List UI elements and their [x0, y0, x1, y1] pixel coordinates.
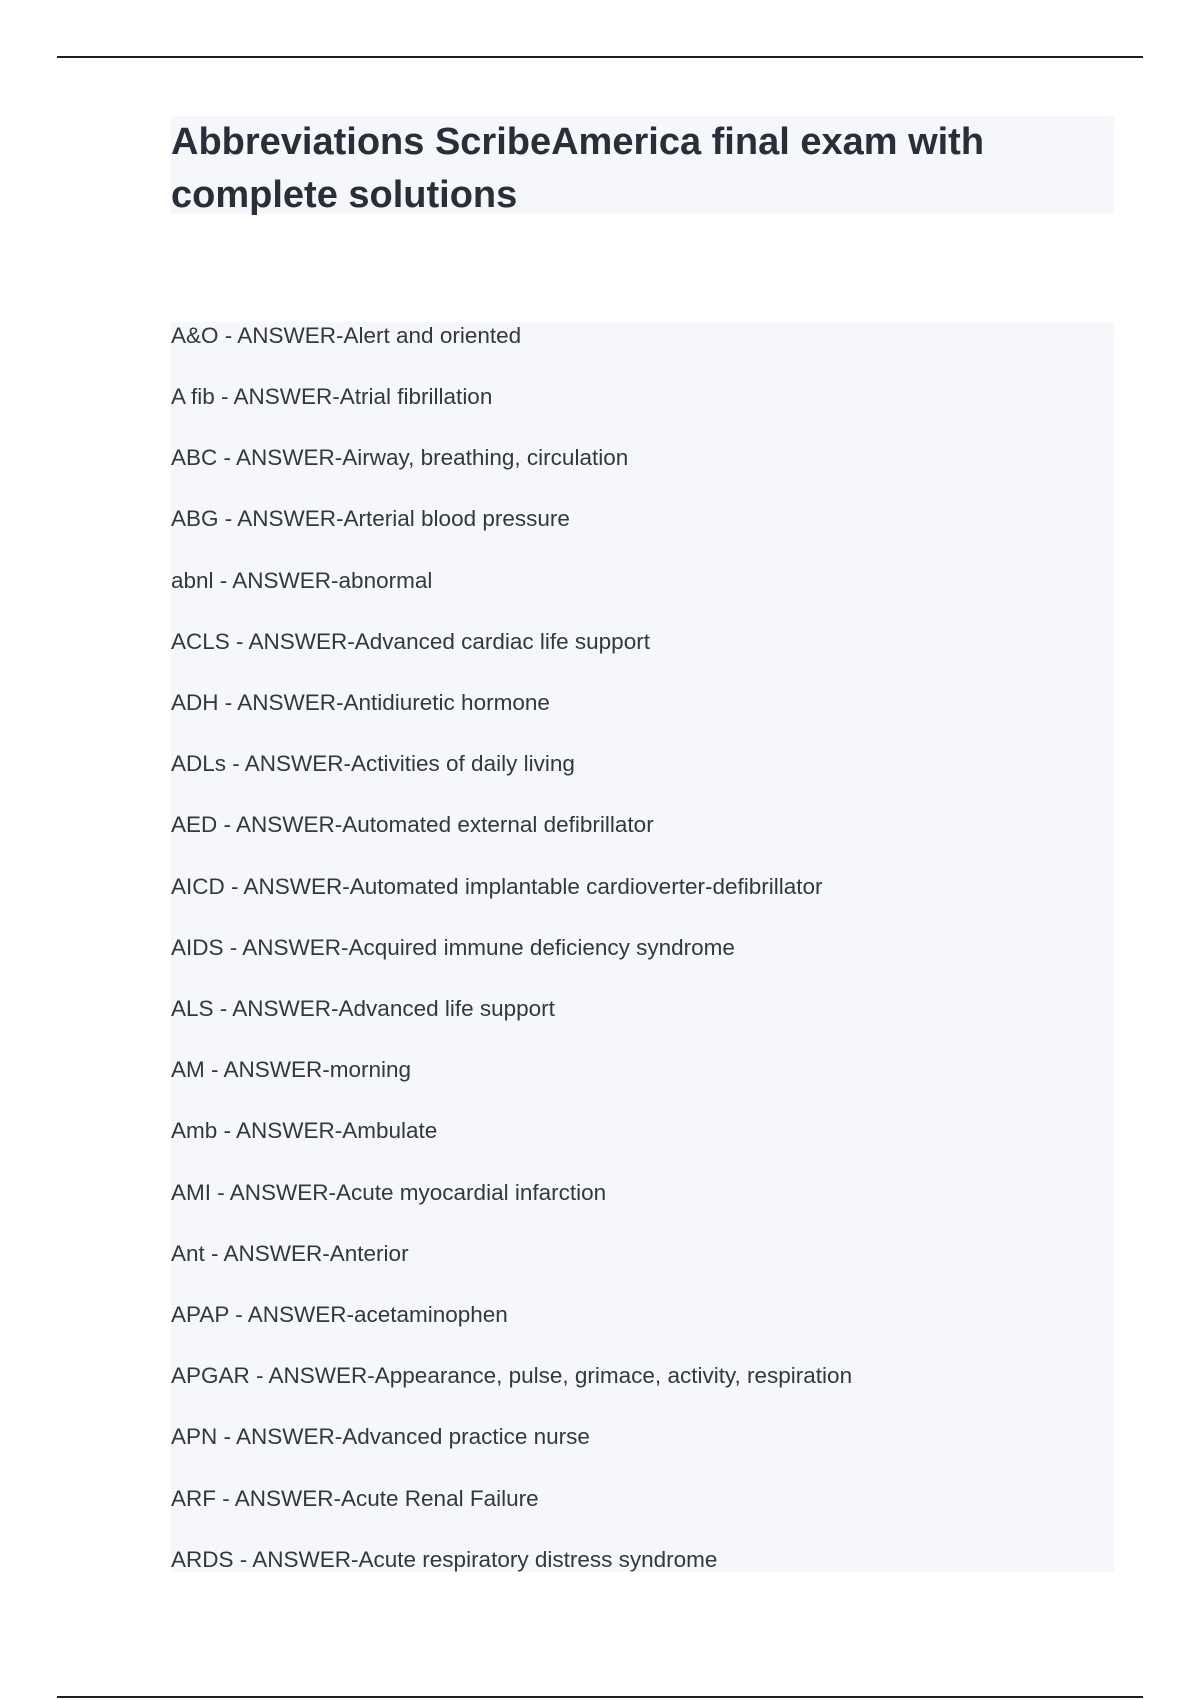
- list-item: ABC - ANSWER-Airway, breathing, circulation: [171, 445, 629, 470]
- list-item: ARF - ANSWER-Acute Renal Failure: [171, 1486, 539, 1511]
- list-item: ACLS - ANSWER-Advanced cardiac life support: [171, 629, 650, 654]
- list-item: AMI - ANSWER-Acute myocardial infarction: [171, 1180, 607, 1205]
- list-item: ADLs - ANSWER-Activities of daily living: [171, 751, 575, 776]
- list-item: abnl - ANSWER-abnormal: [171, 568, 433, 593]
- list-item: APGAR - ANSWER-Appearance, pulse, grimace, activity, respiration: [171, 1363, 853, 1388]
- list-item: ADH - ANSWER-Antidiuretic hormone: [171, 690, 550, 715]
- list-item: APAP - ANSWER-acetaminophen: [171, 1302, 508, 1327]
- list-item: Ant - ANSWER-Anterior: [171, 1241, 409, 1266]
- list-item: AICD - ANSWER-Automated implantable cardioverter-defibrillator: [171, 874, 823, 899]
- top-divider: [57, 56, 1143, 58]
- list-item: ALS - ANSWER-Advanced life support: [171, 996, 555, 1021]
- list-item: ARDS - ANSWER-Acute respiratory distress syndrome: [171, 1547, 718, 1572]
- list-item: A fib - ANSWER-Atrial fibrillation: [171, 384, 493, 409]
- answer-list: [171, 322, 1114, 1572]
- list-item: A&O - ANSWER-Alert and oriented: [171, 323, 522, 348]
- document-title: Abbreviations ScribeAmerica final exam with complete solutions: [171, 121, 985, 216]
- list-item: AED - ANSWER-Automated external defibrillator: [171, 812, 654, 837]
- list-item: Amb - ANSWER-Ambulate: [171, 1118, 438, 1143]
- list-item: AIDS - ANSWER-Acquired immune deficiency syndrome: [171, 935, 735, 960]
- list-item: AM - ANSWER-morning: [171, 1057, 412, 1082]
- list-item: ABG - ANSWER-Arterial blood pressure: [171, 506, 570, 531]
- list-item: APN - ANSWER-Advanced practice nurse: [171, 1424, 590, 1449]
- title-block: [171, 116, 1114, 214]
- bottom-divider: [57, 1696, 1143, 1698]
